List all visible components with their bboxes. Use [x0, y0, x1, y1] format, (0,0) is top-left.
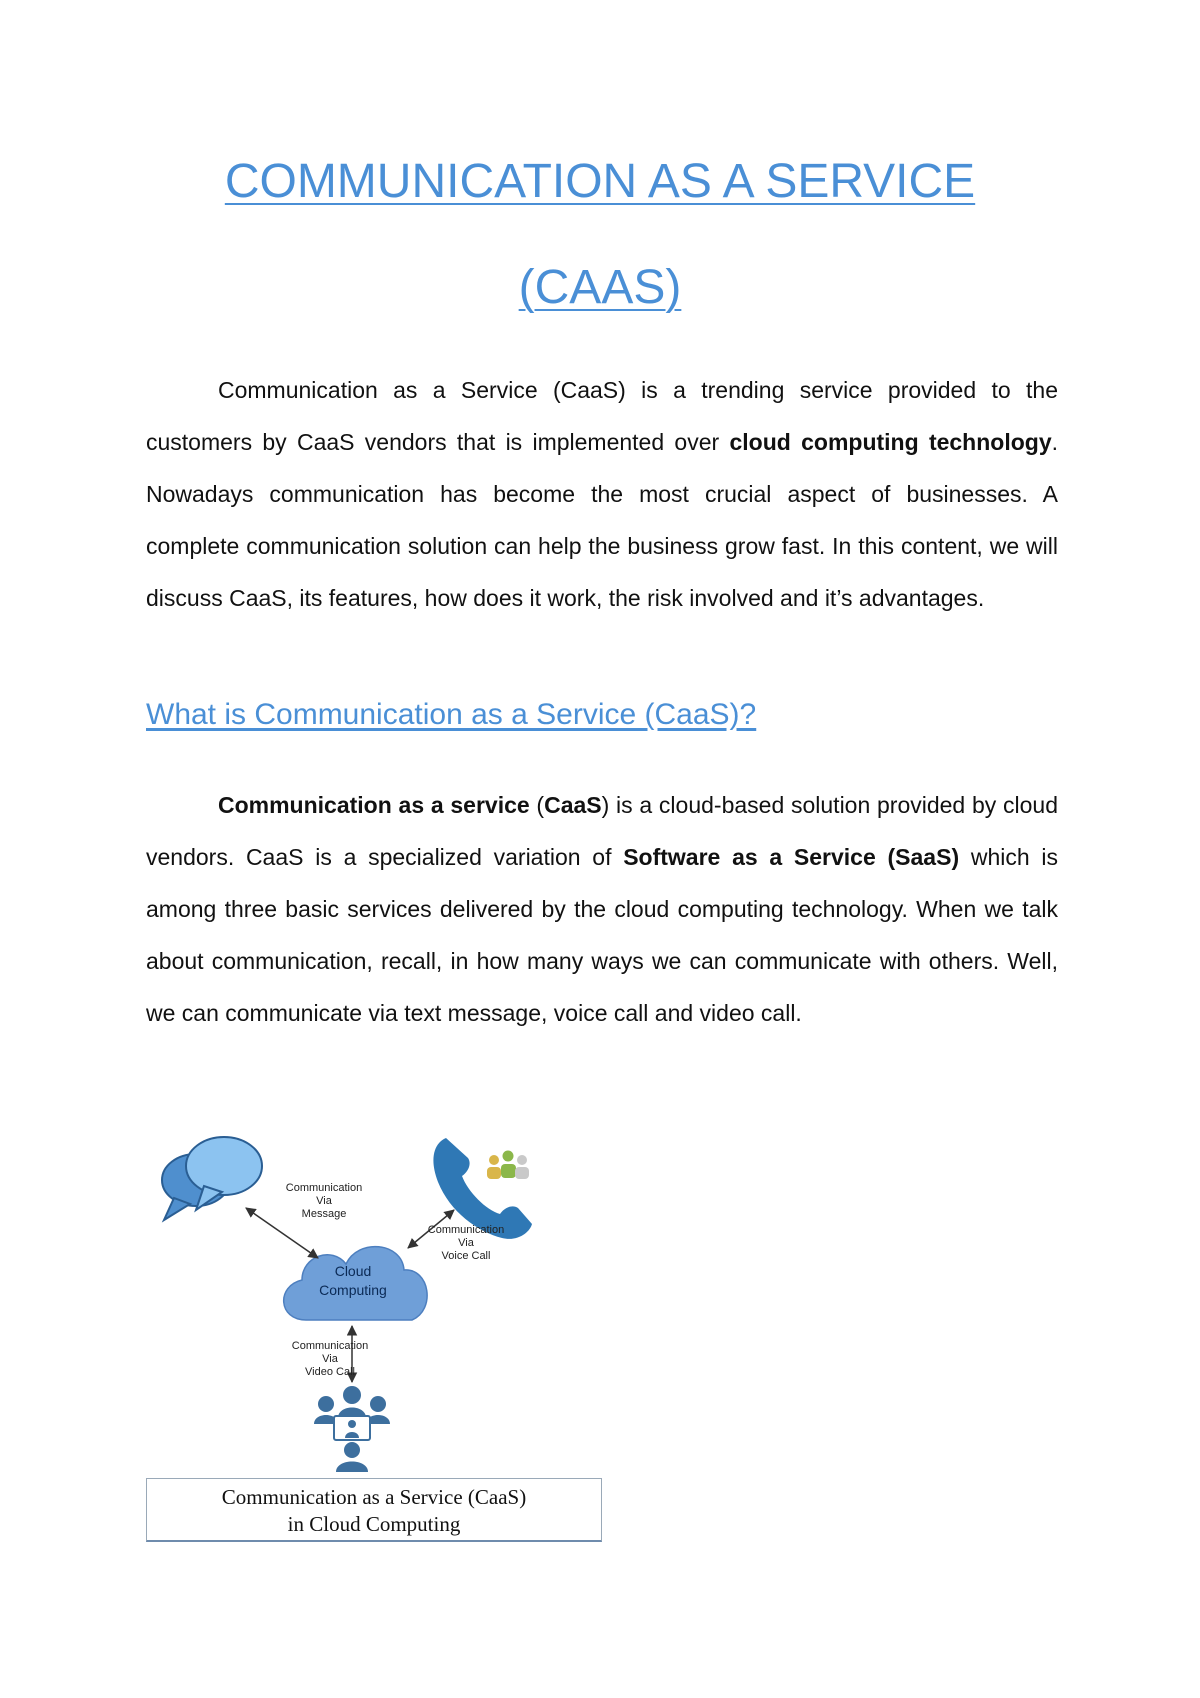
def-bold-1: Communication as a service	[218, 792, 530, 818]
def-bold-4: (SaaS)	[887, 844, 960, 870]
section-heading: What is Communication as a Service (CaaS)?	[146, 698, 757, 731]
chat-bubbles-icon	[162, 1137, 262, 1220]
caption-line-1: Communication as a Service (CaaS)	[221, 1485, 527, 1509]
diagram-graphics	[146, 1120, 606, 1480]
intro-text-1: Communication as a Service (CaaS) is a trending service provided to the customers by CaaS vendors that is implemented over	[146, 377, 1058, 455]
page-title-line-1: COMMUNICATION AS A SERVICE	[224, 155, 976, 208]
caas-diagram	[146, 1120, 606, 1490]
definition-paragraph	[146, 779, 1058, 1039]
intro-text-2: . Nowadays communication has become the most crucial aspect of businesses. A complete communication solution can help the business grow fast. In this content, we will discuss CaaS, its features, how does it work, the risk involved and it’s advantages.	[146, 429, 1058, 611]
def-text-1: (	[529, 792, 545, 818]
def-text-2: ) is a cloud-based solution provided by cloud vendors. CaaS is a specialized variation of	[146, 792, 1058, 870]
def-bold-3: Software as a Service	[623, 844, 876, 870]
intro-bold-term: cloud computing technology	[729, 429, 1052, 455]
def-text-3	[876, 844, 888, 870]
intro-paragraph	[146, 364, 1058, 624]
voice-call-label: Communication Via Voice Call	[427, 1224, 505, 1262]
video-call-label: Communication Via Video Call	[291, 1340, 369, 1378]
caption-line-2: in Cloud Computing	[287, 1512, 461, 1536]
diagram-caption	[146, 1478, 602, 1542]
cloud-computing-label: Cloud Computing	[319, 1263, 387, 1298]
def-text-4: which is among three basic services delivered by the cloud computing technology. When we talk about communication, recall, in how many ways we can communicate with others. Well, we can communicate via text message, voice call and video call.	[146, 844, 1058, 1026]
page-title-line-2: (CAAS)	[518, 261, 682, 314]
message-label: Communication Via Message	[285, 1182, 363, 1220]
people-group-icon	[487, 1151, 529, 1180]
def-bold-2: CaaS	[544, 792, 602, 818]
video-conference-icon	[314, 1386, 390, 1472]
